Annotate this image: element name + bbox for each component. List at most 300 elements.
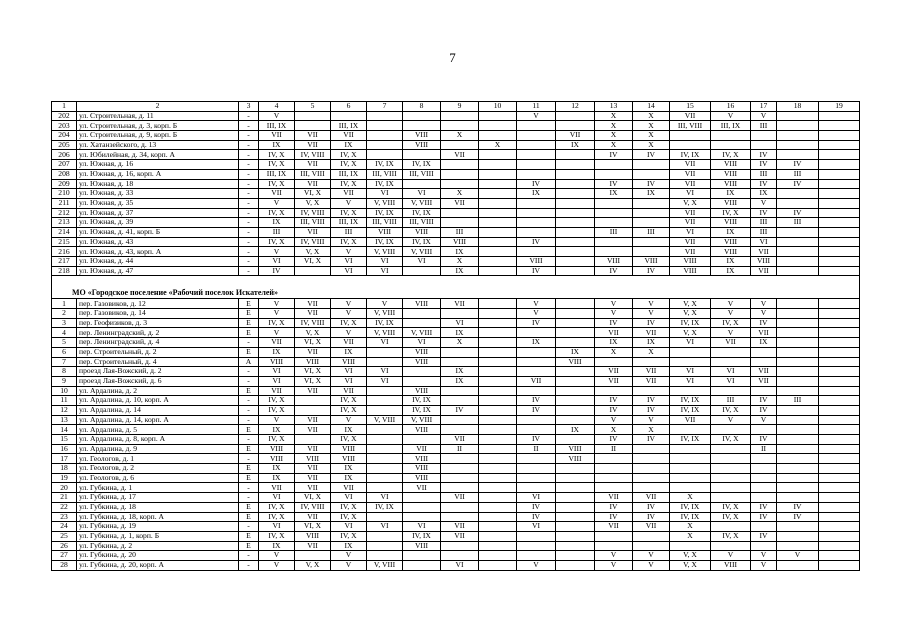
value-cell: VI [670,227,711,237]
row-number-cell: 25 [52,531,77,541]
value-cell: VII [259,386,295,396]
value-cell: V, X [670,328,711,338]
value-cell: VII [633,376,670,386]
value-cell: VII [295,347,331,357]
row-number-cell: 212 [52,208,77,218]
value-cell [517,415,556,425]
value-cell [777,367,819,377]
value-cell [819,299,860,309]
section-title: МО «Городское поселение «Рабочий поселок Искателей» [52,276,860,299]
value-cell: VII [595,367,633,377]
value-cell: IV [633,318,670,328]
value-cell: IX [595,338,633,348]
value-cell: IV [633,405,670,415]
value-cell: IV [595,266,633,276]
address-cell: ул. Строительная, д. 3, корп. Б [77,121,239,131]
table-row [52,266,860,276]
value-cell [367,405,403,415]
table-row [52,502,860,512]
value-cell: VI [441,318,479,328]
value-cell: VII [595,328,633,338]
value-cell [367,473,403,483]
value-cell [479,299,517,309]
value-cell: VI [711,367,751,377]
address-cell: ул. Южная, д. 37 [77,208,239,218]
value-cell [403,309,441,319]
value-cell: VII [331,189,367,199]
address-cell: пер. Ленинградский, д. 2 [77,328,239,338]
value-cell: IV [751,502,777,512]
value-cell [819,121,860,131]
value-cell: Е [239,473,259,483]
table-row [52,357,860,367]
value-cell: VII [751,367,777,377]
value-cell: IX [751,189,777,199]
value-cell [751,493,777,503]
value-cell [711,522,751,532]
value-cell [403,435,441,445]
value-cell [819,169,860,179]
value-cell [819,473,860,483]
value-cell: VI [670,367,711,377]
value-cell: X [633,140,670,150]
value-cell: VII [670,208,711,218]
value-cell: Е [239,541,259,551]
value-cell: X [633,347,670,357]
table-row [52,218,860,228]
value-cell: IV [751,531,777,541]
value-cell [711,473,751,483]
value-cell [479,522,517,532]
table-row [52,150,860,160]
table-row [52,386,860,396]
value-cell: IV, X [331,435,367,445]
value-cell: Е [239,328,259,338]
value-cell [367,531,403,541]
value-cell: VIII [403,357,441,367]
value-cell: IV, X [711,531,751,541]
value-cell: VI [331,367,367,377]
value-cell: А [239,357,259,367]
value-cell: VII [670,415,711,425]
value-cell: VIII [711,160,751,170]
table-body [52,102,860,571]
value-cell: V [751,560,777,570]
value-cell: VII [751,247,777,257]
value-cell [751,386,777,396]
value-cell [367,541,403,551]
value-cell: V [259,560,295,570]
value-cell: VIII [295,357,331,367]
value-cell [711,444,751,454]
value-cell: V [751,551,777,561]
value-cell: V, X [295,198,331,208]
value-cell [441,140,479,150]
value-cell: III [751,227,777,237]
address-cell: ул. Южная, д. 16, корп. А [77,169,239,179]
address-cell: ул. Геологов, д. 1 [77,454,239,464]
row-number-cell: 22 [52,502,77,512]
value-cell [556,111,595,121]
value-cell: V [595,551,633,561]
value-cell [777,299,819,309]
address-cell: ул. Южная, д. 41, корп. Б [77,227,239,237]
value-cell: V [751,111,777,121]
table-row [52,318,860,328]
value-cell: VIII [670,266,711,276]
value-cell [711,347,751,357]
value-cell: VIII [403,227,441,237]
value-cell [819,160,860,170]
value-cell: V [259,328,295,338]
value-cell: IV, IX [670,512,711,522]
value-cell [711,464,751,474]
value-cell [556,464,595,474]
value-cell: IX [331,425,367,435]
value-cell: V [595,299,633,309]
value-cell: VII [633,328,670,338]
table-row [52,328,860,338]
value-cell: V [259,299,295,309]
value-cell [595,169,633,179]
value-cell: IV, IX [670,435,711,445]
value-cell [367,425,403,435]
value-cell [479,237,517,247]
value-cell: VII [441,435,479,445]
value-cell: Е [239,444,259,454]
value-cell [633,198,670,208]
value-cell: VIII [259,444,295,454]
address-cell: ул. Губкина, д. 1 [77,483,239,493]
address-cell: ул. Ардалина, д. 5 [77,425,239,435]
value-cell: X [441,338,479,348]
value-cell [441,454,479,464]
value-cell [819,493,860,503]
value-cell [777,111,819,121]
value-cell: IV, X [331,150,367,160]
value-cell [479,347,517,357]
value-cell [595,357,633,367]
value-cell [479,309,517,319]
row-number-cell: 15 [52,435,77,445]
value-cell: VII [295,512,331,522]
value-cell [479,502,517,512]
value-cell: IV, IX [367,208,403,218]
value-cell [556,299,595,309]
value-cell [517,169,556,179]
value-cell [777,318,819,328]
value-cell [517,367,556,377]
value-cell: V [751,415,777,425]
value-cell [479,551,517,561]
value-cell: VII [595,493,633,503]
value-cell [819,551,860,561]
value-cell: VII [595,522,633,532]
value-cell [441,541,479,551]
value-cell: IV, X [259,405,295,415]
section-row [52,276,860,299]
value-cell [367,150,403,160]
value-cell: X [595,131,633,141]
address-cell: пер. Ленинградский, д. 4 [77,338,239,348]
value-cell: VI [670,338,711,348]
row-number-cell: 9 [52,376,77,386]
value-cell: VII [295,299,331,309]
value-cell [595,198,633,208]
value-cell: VIII [595,257,633,267]
value-cell [819,227,860,237]
value-cell [777,328,819,338]
value-cell: II [441,444,479,454]
value-cell: V, VIII [403,198,441,208]
value-cell: II [517,444,556,454]
value-cell: VIII [556,444,595,454]
value-cell [517,218,556,228]
value-cell [295,396,331,406]
table-row [52,396,860,406]
data-table [51,101,860,571]
value-cell: VI, X [295,257,331,267]
value-cell: V, X [670,299,711,309]
value-cell: VII [295,131,331,141]
value-cell [777,435,819,445]
value-cell [403,551,441,561]
value-cell: III [751,121,777,131]
value-cell [670,131,711,141]
value-cell: III [777,169,819,179]
value-cell: - [239,237,259,247]
value-cell: III, IX [711,121,751,131]
value-cell [819,386,860,396]
address-cell: ул. Геологов, д. 6 [77,473,239,483]
value-cell: VII [295,160,331,170]
value-cell: V [751,198,777,208]
value-cell: V, VIII [367,560,403,570]
value-cell [819,415,860,425]
value-cell: IV [595,318,633,328]
row-number-cell: 5 [52,338,77,348]
table-row [52,425,860,435]
value-cell [819,560,860,570]
value-cell [819,198,860,208]
value-cell: VII [295,444,331,454]
value-cell [479,512,517,522]
value-cell [711,425,751,435]
value-cell [711,140,751,150]
value-cell: IX [517,189,556,199]
row-number-cell: 208 [52,169,77,179]
value-cell: IV, VIII [295,237,331,247]
value-cell: VI, X [295,367,331,377]
address-cell: ул. Ардалина, д. 14 [77,405,239,415]
value-cell [556,328,595,338]
value-cell [633,541,670,551]
value-cell [441,483,479,493]
value-cell [517,347,556,357]
value-cell [819,376,860,386]
value-cell: X [595,140,633,150]
value-cell [556,405,595,415]
value-cell: IV, IX [403,160,441,170]
value-cell: - [239,376,259,386]
value-cell [819,435,860,445]
value-cell: V [259,111,295,121]
value-cell [367,551,403,561]
value-cell: IX [556,425,595,435]
value-cell: V [331,328,367,338]
value-cell [556,560,595,570]
value-cell: V [595,560,633,570]
value-cell: Е [239,531,259,541]
value-cell: IV, IX [403,237,441,247]
value-cell [479,208,517,218]
value-cell: III, IX [259,121,295,131]
value-cell: X [595,111,633,121]
value-cell [556,169,595,179]
value-cell: X [633,121,670,131]
value-cell: VII [295,425,331,435]
value-cell: VII [403,483,441,493]
value-cell: III [331,227,367,237]
value-cell [777,189,819,199]
value-cell: VIII [403,347,441,357]
value-cell: VIII [403,473,441,483]
value-cell [479,493,517,503]
value-cell [479,541,517,551]
value-cell: VI, X [295,376,331,386]
value-cell: - [239,189,259,199]
value-cell: VIII [259,454,295,464]
value-cell [777,131,819,141]
value-cell [777,309,819,319]
value-cell: V [331,198,367,208]
value-cell [479,247,517,257]
value-cell [517,357,556,367]
value-cell: VIII [403,541,441,551]
value-cell: V [751,299,777,309]
table-row [52,160,860,170]
value-cell: III [595,227,633,237]
value-cell [751,347,777,357]
value-cell: VII [295,541,331,551]
value-cell: VII [670,160,711,170]
value-cell: VII [259,131,295,141]
value-cell: - [239,218,259,228]
value-cell: - [239,367,259,377]
value-cell: III [777,396,819,406]
value-cell: IV, X [259,160,295,170]
value-cell: Е [239,502,259,512]
row-number-cell: 205 [52,140,77,150]
address-cell: пер. Строительный, д. 2 [77,347,239,357]
value-cell [633,208,670,218]
value-cell: IV, IX [403,396,441,406]
value-cell: VIII [633,257,670,267]
value-cell: VI, X [295,493,331,503]
value-cell: VI [331,257,367,267]
value-cell [777,121,819,131]
value-cell: IX [331,347,367,357]
value-cell: IV, X [331,318,367,328]
value-cell: VI [367,493,403,503]
value-cell: VI, X [295,338,331,348]
value-cell: IX [331,140,367,150]
value-cell [479,189,517,199]
value-cell [517,198,556,208]
value-cell: VI [751,237,777,247]
value-cell: VIII [331,357,367,367]
value-cell: IV, X [711,502,751,512]
value-cell [819,444,860,454]
value-cell: IX [711,227,751,237]
table-row [52,473,860,483]
value-cell [819,328,860,338]
value-cell: VI [331,493,367,503]
value-cell: IV, X [331,512,367,522]
value-cell: VI [517,522,556,532]
address-cell: ул. Ардалина, д. 2 [77,386,239,396]
value-cell [517,328,556,338]
value-cell: VI [403,189,441,199]
address-cell: ул. Хатанзейского, д. 13 [77,140,239,150]
row-number-cell: 206 [52,150,77,160]
row-number-cell: 217 [52,257,77,267]
value-cell: V, VIII [403,247,441,257]
value-cell: - [239,121,259,131]
value-cell: VI [259,493,295,503]
value-cell: IV, IX [670,150,711,160]
value-cell: IV, IX [367,179,403,189]
value-cell [670,357,711,367]
value-cell: V, VIII [367,198,403,208]
value-cell [479,396,517,406]
value-cell [556,473,595,483]
value-cell: IV [595,435,633,445]
value-cell [403,179,441,189]
value-cell: V [331,309,367,319]
value-cell: IX [259,541,295,551]
table-row [52,415,860,425]
value-cell [441,512,479,522]
table-row [52,309,860,319]
row-number-cell: 20 [52,483,77,493]
value-cell [441,111,479,121]
table-row [52,483,860,493]
value-cell [711,493,751,503]
value-cell: VI [367,338,403,348]
value-cell [595,531,633,541]
value-cell [367,483,403,493]
value-cell: - [239,198,259,208]
address-cell: ул. Южная, д. 18 [77,179,239,189]
value-cell: - [239,415,259,425]
value-cell: IX [711,266,751,276]
value-cell: V [517,111,556,121]
table-row [52,198,860,208]
value-cell: IX [633,189,670,199]
value-cell [441,425,479,435]
value-cell: V [751,309,777,319]
value-cell: V [517,560,556,570]
value-cell [367,357,403,367]
value-cell [556,189,595,199]
value-cell: VIII [403,299,441,309]
value-cell: V [331,551,367,561]
value-cell [403,111,441,121]
value-cell [517,551,556,561]
value-cell [751,131,777,141]
value-cell [819,338,860,348]
